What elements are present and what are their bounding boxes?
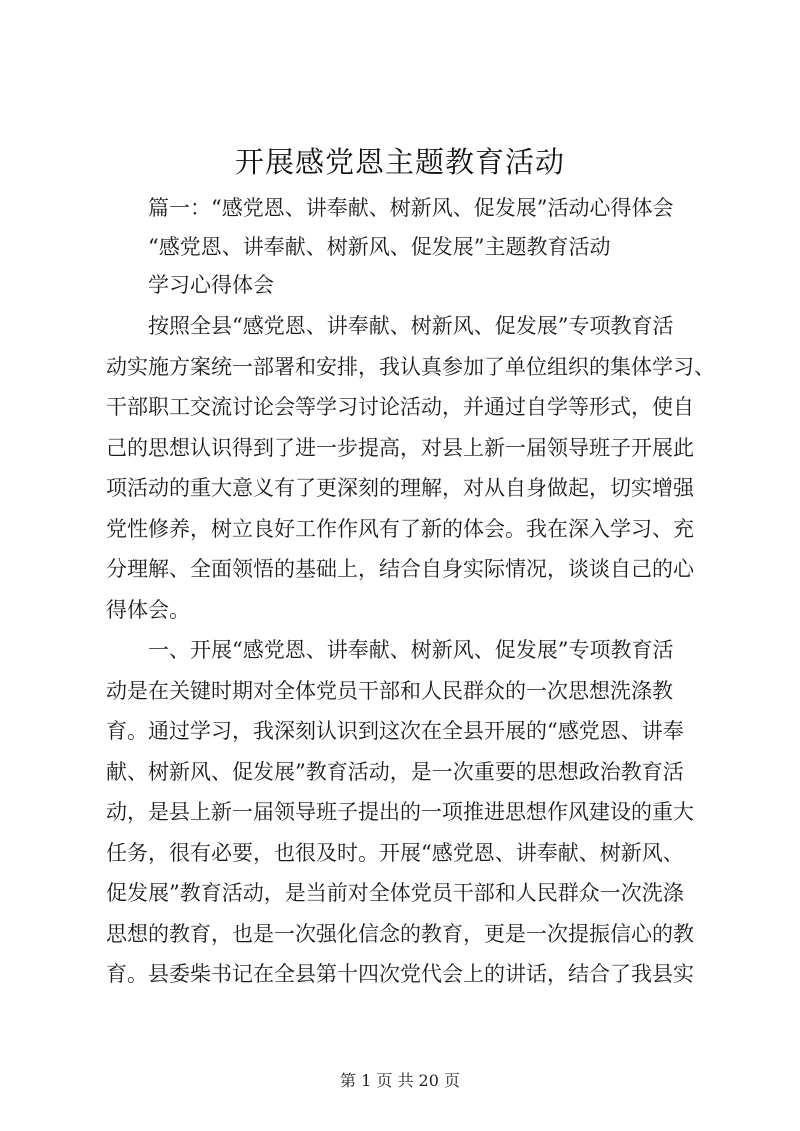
page-number-footer: 第 1 页 共 20 页 bbox=[340, 1071, 460, 1090]
text-line: 一、开展“感党恩、讲奉献、树新风、促发展”专项教育活 bbox=[148, 638, 674, 662]
text-line: 篇一：“感党恩、讲奉献、树新风、促发展”活动心得体会 bbox=[148, 196, 674, 220]
text-line: 任务，很有必要，也很及时。开展“感党恩、讲奉献、树新风、 bbox=[106, 841, 684, 865]
text-line: 得体会。 bbox=[106, 598, 190, 622]
text-line: 促发展”教育活动，是当前对全体党员干部和人民群众一次洗涤 bbox=[106, 881, 684, 905]
text-line: 按照全县“感党恩、讲奉献、树新风、促发展”专项教育活 bbox=[148, 314, 674, 338]
text-line: 分理解、全面领悟的基础上，结合自身实际情况，谈谈自己的心 bbox=[106, 557, 694, 581]
text-line: 育。县委柴书记在全县第十四次党代会上的讲话，结合了我县实 bbox=[106, 962, 694, 986]
text-line: 动，是县上新一届领导班子提出的一项推进思想作风建设的重大 bbox=[106, 800, 694, 824]
text-line: 思想的教育，也是一次强化信念的教育，更是一次提振信心的教 bbox=[106, 922, 694, 946]
text-line: 学习心得体会 bbox=[148, 273, 274, 297]
text-line: 动是在关键时期对全体党员干部和人民群众的一次思想洗涤教 bbox=[106, 679, 673, 703]
text-line: “感党恩、讲奉献、树新风、促发展”主题教育活动 bbox=[148, 235, 611, 259]
text-line: 己的思想认识得到了进一步提高，对县上新一届领导班子开展此 bbox=[106, 436, 694, 460]
text-line: 项活动的重大意义有了更深刻的理解，对从自身做起，切实增强 bbox=[106, 476, 694, 500]
text-line: 干部职工交流讨论会等学习讨论活动，并通过自学等形式，使自 bbox=[106, 395, 694, 419]
text-line: 动实施方案统一部署和安排，我认真参加了单位组织的集体学习、 bbox=[106, 355, 715, 379]
text-line: 育。通过学习，我深刻认识到这次在全县开展的“感党恩、讲奉 bbox=[106, 719, 684, 743]
document-title: 开展感党恩主题教育活动 bbox=[234, 145, 565, 179]
text-line: 党性修养，树立良好工作作风有了新的体会。我在深入学习、充 bbox=[106, 517, 694, 541]
text-line: 献、树新风、促发展”教育活动，是一次重要的思想政治教育活 bbox=[106, 760, 684, 784]
